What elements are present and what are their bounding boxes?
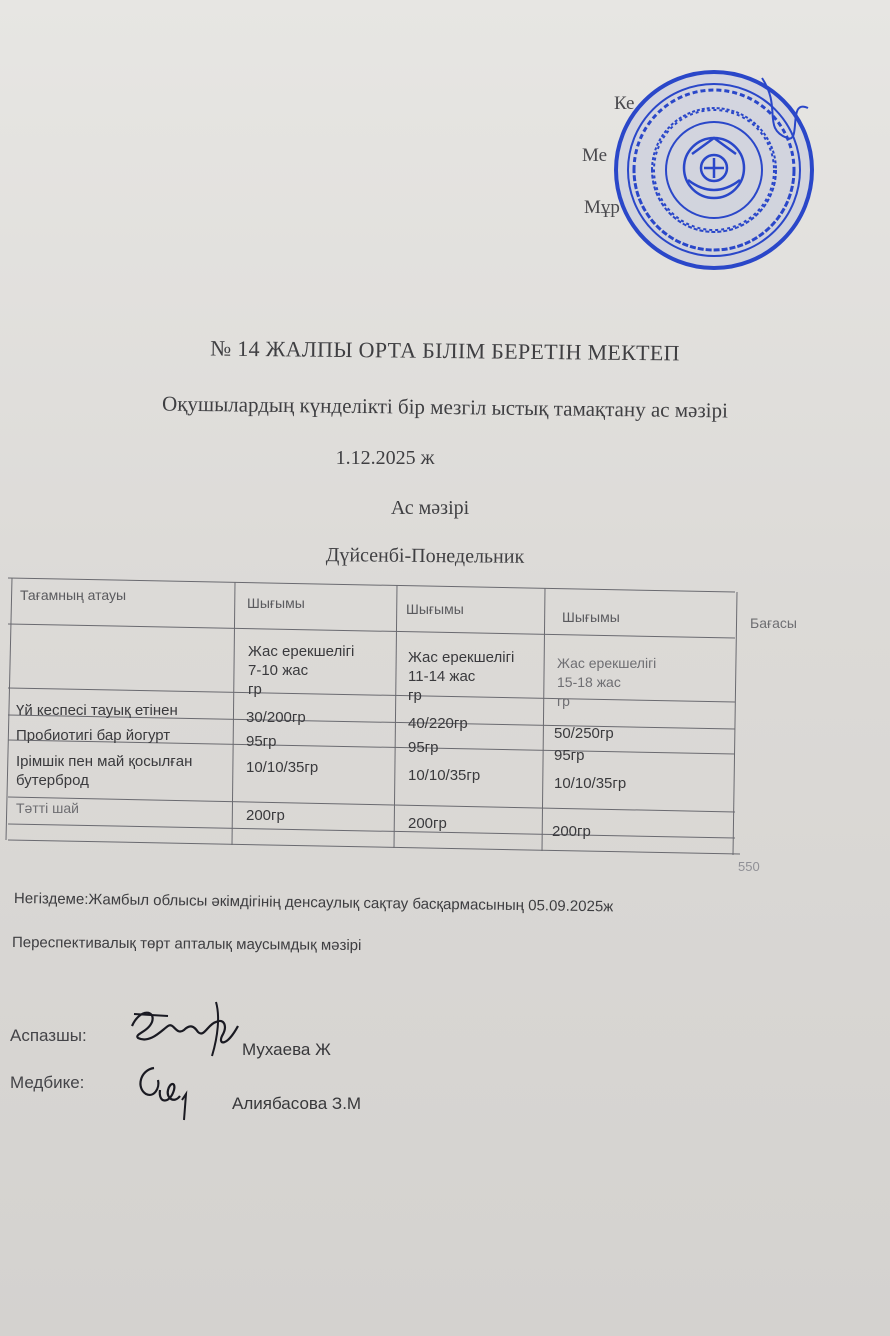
age-group-1-label: Жас ерекшелігі — [248, 643, 355, 660]
menu-table — [0, 572, 890, 882]
nurse-signature — [130, 1060, 200, 1124]
row-3-dish-cont: бутерброд — [16, 772, 89, 789]
row-1-yield-1: 30/200гр — [246, 709, 306, 726]
row-2-yield-3: 95гр — [554, 747, 585, 764]
age-group-1-unit: гр — [248, 681, 262, 698]
row-4-yield-1: 200гр — [246, 807, 285, 824]
cook-label: Аспазшы: — [10, 1026, 87, 1045]
age-group-2 — [408, 648, 514, 705]
age-group-1 — [248, 642, 354, 699]
header-price: Бағасы — [750, 615, 797, 631]
menu-subtitle: Оқушылардың күнделікті бір мезгіл ыстық тамақтану ас мәзірі — [161, 391, 729, 423]
row-1-yield-2: 40/220гр — [408, 715, 468, 732]
row-1-yield-3: 50/250гр — [554, 725, 614, 742]
row-3-yield-3: 10/10/35гр — [554, 775, 627, 792]
approval-line-3: Мұр — [584, 197, 620, 218]
total-price: 550 — [738, 859, 760, 874]
row-2-dish: Пробиотигі бар йогурт — [16, 727, 171, 744]
age-group-3-range: 15-18 жас — [557, 674, 621, 690]
menu-label: Ас мәзірі — [390, 497, 470, 519]
basis-note-2: Переспективалық төрт апталық маусымдық мәзірі — [11, 934, 362, 955]
age-group-2-label: Жас ерекшелігі — [408, 649, 515, 666]
age-group-3-unit: гр — [557, 693, 570, 709]
row-3-dish: Ірімшік пен май қосылған — [16, 753, 193, 770]
row-1-dish: Үй кеспесі тауық етінен — [16, 702, 178, 719]
row-2-yield-2: 95гр — [408, 739, 439, 756]
basis-note: Негіздеме:Жамбыл облысы әкімдігінің денсаулық сақтау басқармасының 05.09.2025ж — [13, 890, 614, 916]
age-group-2-unit: гр — [408, 687, 422, 704]
row-3-yield-2: 10/10/35гр — [408, 767, 481, 784]
school-title: № 14 ЖАЛПЫ ОРТА БІЛІМ БЕРЕТІН МЕКТЕП — [210, 335, 680, 366]
nurse-name: Алиябасова З.М — [232, 1094, 362, 1113]
age-group-1-range: 7-10 жас — [248, 662, 309, 679]
header-yield-1: Шығымы — [247, 595, 305, 611]
header-dish-name: Тағамның атауы — [20, 587, 127, 603]
official-stamp — [612, 68, 816, 272]
row-4-yield-3: 200гр — [552, 823, 591, 840]
row-2-yield-1: 95гр — [246, 733, 277, 750]
age-group-3-label: Жас ерекшелігі — [557, 655, 657, 671]
row-4-dish: Тәтті шай — [16, 800, 79, 816]
header-yield-2: Шығымы — [406, 601, 464, 617]
nurse-label: Медбике: — [10, 1073, 85, 1092]
menu-date: 1.12.2025 ж — [335, 447, 435, 469]
cook-signature — [128, 996, 243, 1060]
approval-line-1: Ке — [614, 93, 635, 114]
cook-name: Мухаева Ж — [242, 1040, 331, 1059]
row-4-yield-2: 200гр — [408, 815, 447, 832]
menu-day: Дүйсенбі-Понедельник — [325, 544, 525, 568]
age-group-2-range: 11-14 жас — [408, 668, 476, 685]
age-group-3 — [557, 654, 656, 711]
row-3-yield-1: 10/10/35гр — [246, 759, 319, 776]
approval-line-2: Ме — [582, 145, 608, 166]
header-yield-3: Шығымы — [562, 609, 620, 625]
